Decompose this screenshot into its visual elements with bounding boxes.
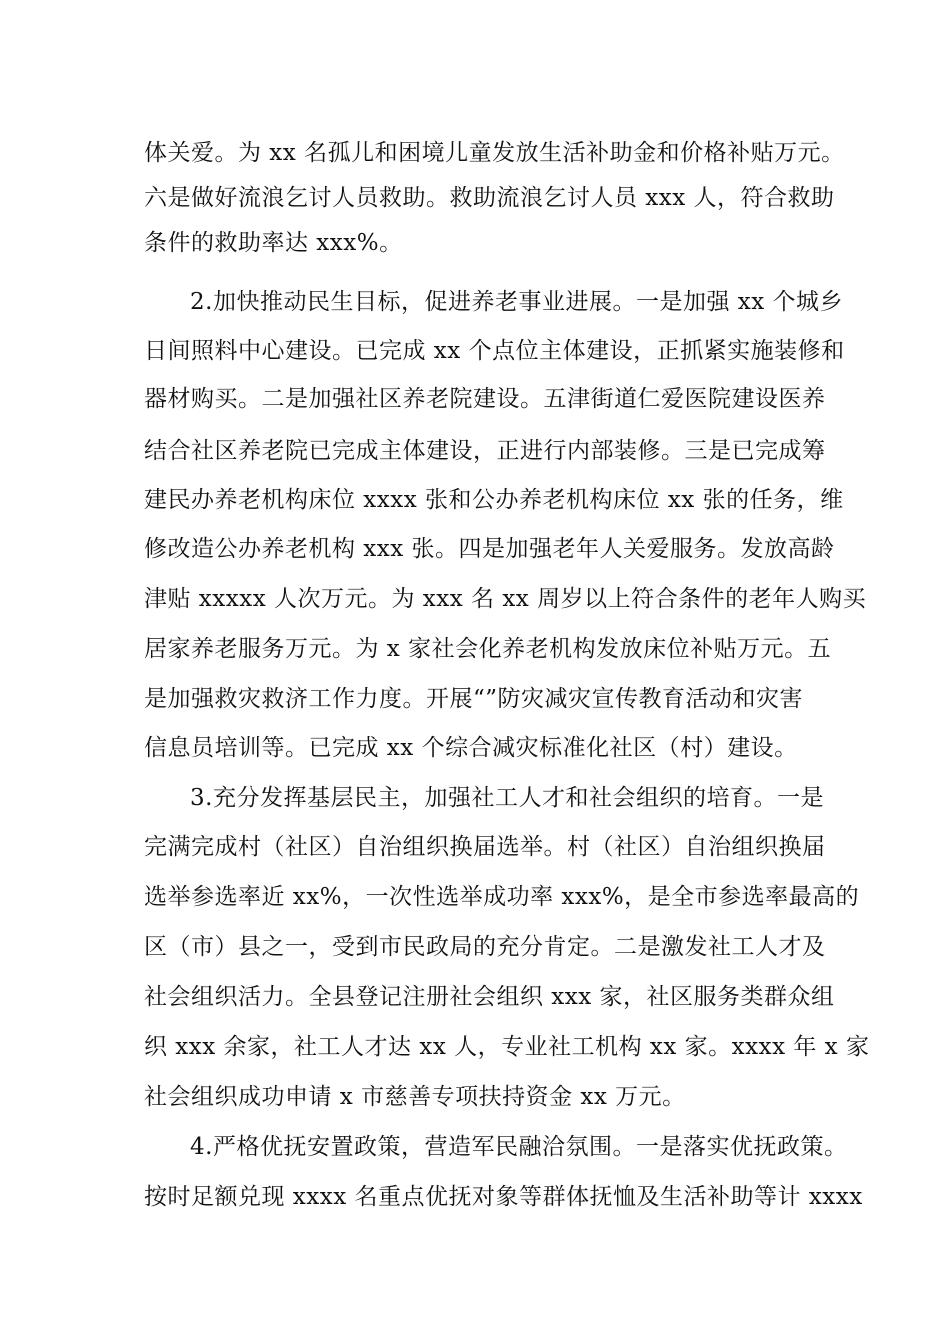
text-line: 结合社区养老院已完成主体建设，正进行内部装修。三是已完成筹 — [144, 438, 826, 464]
text-line: 条件的救助率达 xxx%。 — [144, 230, 403, 256]
paragraph-heading: 2.加快推动民生目标，促进养老事业进展。一是加强 xx 个城乡 — [190, 289, 844, 315]
text-line: 器材购买。二是加强社区养老院建设。五津街道仁爱医院建设医养 — [144, 386, 826, 412]
text-line: 体关爱。为 xx 名孤儿和困境儿童发放生活补助金和价格补贴万元。 — [144, 140, 845, 166]
text-line: 是加强救灾救济工作力度。开展“”防灾减灾宣传教育活动和灾害 — [144, 686, 804, 712]
text-line: 日间照料中心建设。已完成 xx 个点位主体建设，正抓紧实施装修和 — [144, 338, 845, 364]
paragraph-heading: 3.充分发挥基层民主，加强社工人才和社会组织的培育。一是 — [190, 785, 824, 811]
text-line: 织 xxx 余家，社工人才达 xx 人，专业社工机构 xx 家。xxxx 年 x 家 — [144, 1034, 870, 1060]
text-line: 社会组织成功申请 x 市慈善专项扶持资金 xx 万元。 — [144, 1084, 686, 1110]
text-line: 津贴 xxxxx 人次万元。为 xxx 名 xx 周岁以上符合条件的老年人购买 — [144, 586, 867, 612]
text-line: 六是做好流浪乞讨人员救助。救助流浪乞讨人员 xxx 人，符合救助 — [144, 185, 835, 211]
text-line: 按时足额兑现 xxxx 名重点优抚对象等群体抚恤及生活补助等计 xxxx — [144, 1184, 863, 1210]
text-line: 居家养老服务万元。为 x 家社会化养老机构发放床位补贴万元。五 — [144, 636, 832, 662]
text-line: 建民办养老机构床位 xxxx 张和公办养老机构床位 xx 张的任务，维 — [144, 487, 844, 513]
text-line: 修改造公办养老机构 xxx 张。四是加强老年人关爱服务。发放高龄 — [144, 536, 835, 562]
text-line: 社会组织活力。全县登记注册社会组织 xxx 家，社区服务类群众组 — [144, 984, 835, 1010]
text-line: 选举参选率近 xx%，一次性选举成功率 xxx%，是全市参选率最高的 — [144, 884, 860, 910]
paragraph-heading: 4.严格优抚安置政策，营造军民融洽氛围。一是落实优抚政策。 — [190, 1134, 848, 1160]
text-line: 区（市）县之一，受到市民政局的充分肯定。二是激发社工人才及 — [144, 934, 826, 960]
text-line: 信息员培训等。已完成 xx 个综合减灾标准化社区（村）建设。 — [144, 735, 798, 761]
text-line: 完满完成村（社区）自治组织换届选举。村（社区）自治组织换届 — [144, 834, 826, 860]
